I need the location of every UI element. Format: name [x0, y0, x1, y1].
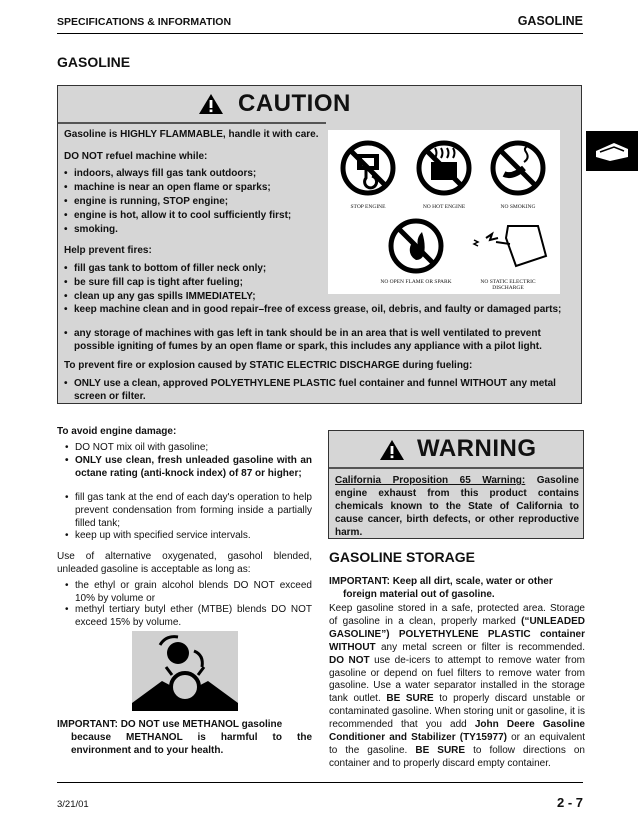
storage-important [329, 575, 585, 601]
caption-no-static: NO STATIC ELECTRIC DISCHARGE [480, 279, 536, 291]
header-section: SPECIFICATIONS & INFORMATION [57, 16, 232, 28]
list-item: • smoking. [64, 223, 118, 236]
list-item: • DO NOT mix oil with gasoline; [65, 441, 312, 454]
storage-title: GASOLINE STORAGE [329, 549, 475, 565]
prop65-text [335, 474, 579, 539]
storage-text: Keep gasoline stored in a safe, protected area. Storage of gasoline in a clean, properly marked [329, 603, 585, 627]
storage-text: use de-icers to attempt to remove water from gasoline or depend on fuel filters to remove water from gasoline. Use a water separator installed in the storage tank outlet. [329, 654, 585, 705]
storage-text: or an equivalent to the gasoline. [329, 732, 585, 756]
footer-date: 3/21/01 [57, 799, 89, 810]
engine-damage-heading: To avoid engine damage: [57, 426, 177, 437]
list-item: • methyl tertiary butyl ether (MTBE) blends DO NOT exceed 15% by volume. [65, 603, 312, 629]
no-smoking-icon [490, 140, 546, 196]
storage-important-rest: foreign material out of gasoline. [343, 589, 495, 600]
caution-heading [198, 90, 398, 118]
list-item: • be sure fill cap is tight after fueling; [64, 276, 243, 289]
prop65-body: Gasoline engine exhaust from this product contains chemicals known to the State of California to cause cancer, birth defects, or other reproductive harm. [335, 475, 579, 538]
caution-word: CAUTION [238, 90, 351, 117]
list-item: • fill gas tank to bottom of filler neck only; [64, 262, 266, 275]
static-discharge-icon [466, 216, 550, 272]
methanol-important-lead: IMPORTANT: DO NOT use METHANOL gasoline [57, 719, 283, 730]
storage-emphasis: BE SURE [386, 693, 434, 705]
oxygenated-intro: Use of alternative oxygenated, gasohol blended, unleaded gasoline is acceptable as long as: [57, 551, 312, 575]
storage-emphasis: John Deere Gasoline Conditioner and Stabilizer (TY15977) [329, 719, 585, 744]
warning-triangle-icon [379, 439, 405, 461]
warning-box [328, 430, 584, 539]
storage-emphasis: DO NOT [329, 654, 370, 666]
caption-stop-engine: STOP ENGINE [350, 204, 386, 210]
list-item: • keep machine clean and in good repair–free of excess grease, oil, debris, and faulty or damaged parts; [64, 303, 574, 316]
static-heading: To prevent fire or explosion caused by STATIC ELECTRIC DISCHARGE during fueling: [64, 360, 473, 371]
list-item: • keep up with specified service intervals. [65, 529, 312, 542]
storage-text: to properly discard unstable or contaminated gasoline. When storing unit or gasoline, it is recommended that you add [329, 693, 586, 731]
warning-triangle-icon [198, 93, 224, 115]
no-open-flame-icon [388, 218, 444, 274]
list-item: • engine is hot, allow it to cool sufficiently first; [64, 209, 291, 222]
list-item: • ONLY use a clean, approved POLYETHYLENE PLASTIC fuel container and funnel WITHOUT any metal screen or filter. [64, 377, 574, 403]
storage-text: to follow directions on container and to properly discard empty container. [329, 744, 585, 769]
page-title: GASOLINE [57, 54, 131, 70]
safety-symbols-panel [328, 130, 560, 294]
page-header [57, 14, 583, 32]
storage-emphasis: BE SURE [415, 744, 466, 756]
methanol-important [57, 718, 312, 757]
section-tab-icon [594, 139, 630, 163]
page-number: 2 - 7 [556, 795, 583, 810]
header-rule [57, 33, 583, 34]
section-tab [586, 131, 638, 171]
list-item: • clean up any gas spills IMMEDIATELY; [64, 290, 256, 303]
storage-important-lead: IMPORTANT: Keep all dirt, scale, water or other [329, 576, 553, 587]
refuel-heading: DO NOT refuel machine while: [64, 151, 208, 162]
caption-no-open-flame: NO OPEN FLAME OR SPARK [380, 279, 452, 285]
list-item: • any storage of machines with gas left in tank should be in an area that is well ventilated to prevent possible igniting of fumes by an open flame or spark, this includes any appliance with a pilot light. [64, 327, 574, 353]
toxic-hazard-icon [132, 631, 238, 711]
list-item: • machine is near an open flame or sparks; [64, 181, 271, 194]
warning-word: WARNING [417, 435, 537, 462]
flammable-text: Gasoline is HIGHLY FLAMMABLE, handle it with care. [64, 129, 319, 140]
caution-box [57, 85, 582, 404]
list-item: • ONLY use clean, fresh unleaded gasoline with an octane rating (anti-knock index) of 87 or higher; [65, 454, 312, 480]
storage-body [329, 603, 585, 771]
caption-no-smoking: NO SMOKING [500, 204, 536, 210]
storage-text: any metal screen or filter is recommended. [375, 641, 585, 653]
list-item: • the ethyl or grain alcohol blends DO NOT exceed 10% by volume or [65, 579, 312, 605]
footer-rule [57, 782, 583, 783]
no-hot-engine-icon [416, 140, 472, 196]
storage-emphasis: (“UNLEADED GASOLINE”) POLYETHYLENE PLASTIC container WITHOUT [329, 615, 585, 653]
methanol-important-rest: because METHANOL is harmful to the environment and to your health. [71, 732, 312, 756]
caution-rule [58, 122, 326, 124]
list-item: • indoors, always fill gas tank outdoors; [64, 167, 256, 180]
header-topic: GASOLINE [517, 14, 583, 28]
caption-no-hot-engine: NO HOT ENGINE [422, 204, 466, 210]
list-item: • fill gas tank at the end of each day's operation to help prevent condensation from forming inside a partially filled tank; [65, 491, 312, 530]
prevent-heading: Help prevent fires: [64, 245, 152, 256]
stop-engine-icon [340, 140, 396, 196]
warning-heading [379, 435, 569, 463]
prop65-label: California Proposition 65 Warning: [335, 475, 526, 486]
warning-rule [329, 467, 583, 469]
list-item: • engine is running, STOP engine; [64, 195, 228, 208]
